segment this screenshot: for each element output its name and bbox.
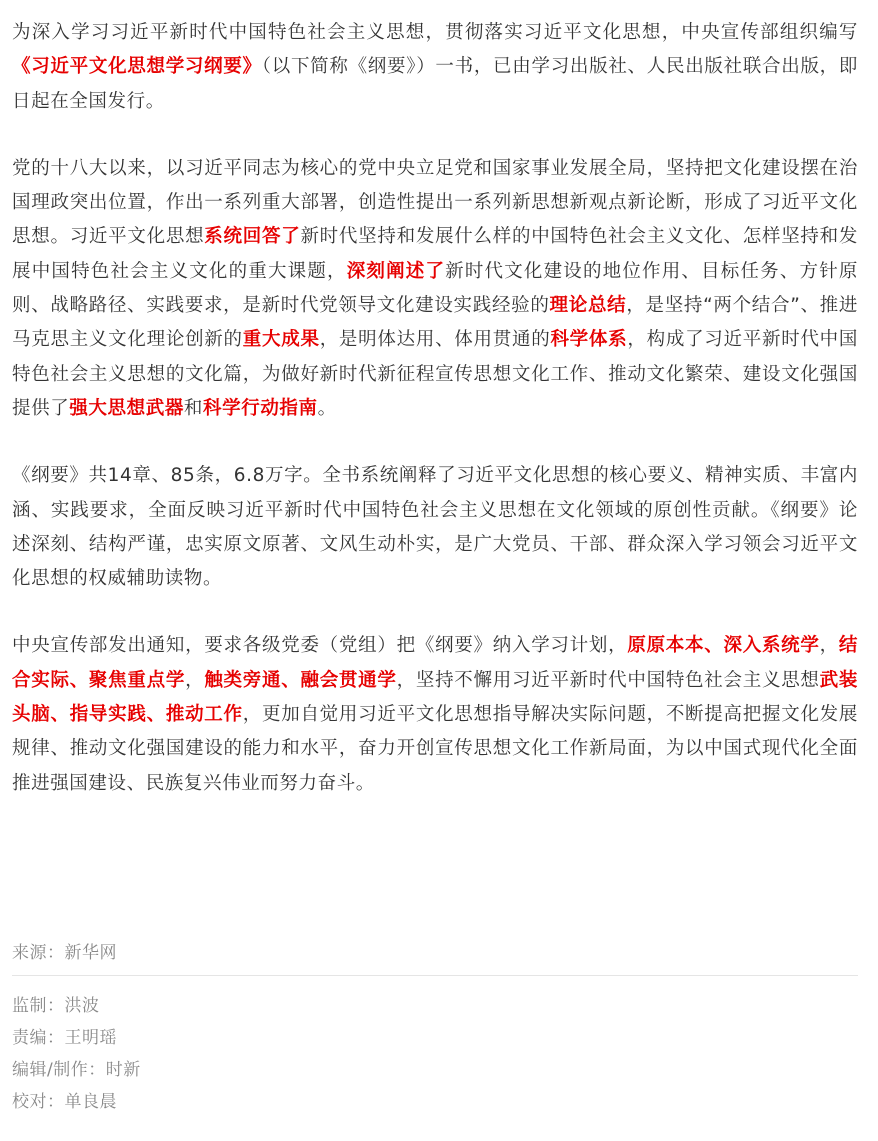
credit-line: 校对：单良晨 [12,1092,117,1112]
highlighted-text: 重大成果 [242,329,320,351]
paragraph-text: ，坚持不懈用习近平新时代中国特色社会主义思想 [396,669,820,691]
paragraph-text: ，更加自觉用习近平文化思想指导解决实际问题，不断提高把握文化发展规律、推动文化强国建设的能力和水平，奋力开创宣传思想文化工作新局面，为以中国式现代化全面推进强国建设、民族复兴伟业而努力奋斗。 [12,704,859,794]
article-paragraph [12,152,858,426]
paragraph-text: ， [185,669,205,691]
article-paragraph [12,629,858,800]
credit-line: 编辑/制作：时新 [12,1060,141,1080]
paragraph-text: 和 [183,397,204,419]
highlighted-text: 强大思想武器 [69,397,184,419]
paragraph-text: ， [819,635,839,657]
paragraph-text: 新时代文化建设的地位作用、目标任务、方针原则、战略路径、实践要求，是新时代党领导文化建设实践经验的 [12,260,858,317]
highlighted-text: 科学体系 [550,329,628,351]
highlighted-text: 深刻阐述了 [346,260,446,282]
paragraph-text: 新时代坚持和发展什么样的中国特色社会主义文化、怎样坚持和发展中国特色社会主义文化的重大课题， [12,226,858,282]
credit-line: 责编：王明瑶 [12,1028,117,1048]
highlighted-text: 触类旁通、融会贯通学 [204,669,397,691]
credit-line: 监制：洪波 [12,996,100,1016]
highlighted-text: 系统回答了 [204,226,301,248]
divider [12,975,858,976]
article-body [12,16,858,834]
highlighted-text: 理论总结 [549,295,627,317]
paragraph-text: （以下简称《纲要》）一书，已由学习出版社、人民出版社联合出版，即日起在全国发行。 [12,56,858,112]
highlighted-text: 原原本本、深入系统学 [627,635,820,657]
paragraph-text: 。 [317,397,337,419]
paragraph-text: 党的十八大以来，以习近平同志为核心的党中央立足党和国家事业发展全局，坚持把文化建设摆在治国理政突出位置，作出一系列重大部署，创造性提出一系列新思想新观点新论断，形成了习近平文化思想。习近平文化思想 [12,157,858,248]
article-source: 来源：新华网 [12,943,117,963]
paragraph-text: ，构成了习近平新时代中国特色社会主义思想的文化篇，为做好新时代新征程宣传思想文化工作、推动文化繁荣、建设文化强国提供了 [12,329,859,419]
paragraph-text: ，是坚持“两个结合”、推进马克思主义文化理论创新的 [12,295,858,351]
highlighted-text: 科学行动指南 [203,397,318,419]
paragraph-text: 《纲要》共14章、85条，6.8万字。全书系统阐释了习近平文化思想的核心要义、精神实质、丰富内涵、实践要求，全面反映习近平新时代中国特色社会主义思想在文化领域的原创性贡献。《纲要》论述深刻、结构严谨，忠实原文原著、文风生动朴实，是广大党员、干部、群众深入学习领会习近平文化思想的权威辅助读物。 [12,465,858,590]
article-paragraph [12,459,858,596]
highlighted-text: 《习近平文化思想学习纲要》 [12,56,262,78]
paragraph-text: 为深入学习习近平新时代中国特色社会主义思想，贯彻落实习近平文化思想，中央宣传部组织编写 [12,22,858,43]
highlighted-text: 结合实际、聚焦重点学 [12,635,858,691]
paragraph-text: ，是明体达用、体用贯通的 [319,329,551,351]
article-paragraph [12,16,858,119]
highlighted-text: 武装头脑、指导实践、推动工作 [12,669,859,726]
credits-list [12,990,858,1118]
paragraph-text: 中央宣传部发出通知，要求各级党委（党组）把《纲要》纳入学习计划， [12,635,628,657]
